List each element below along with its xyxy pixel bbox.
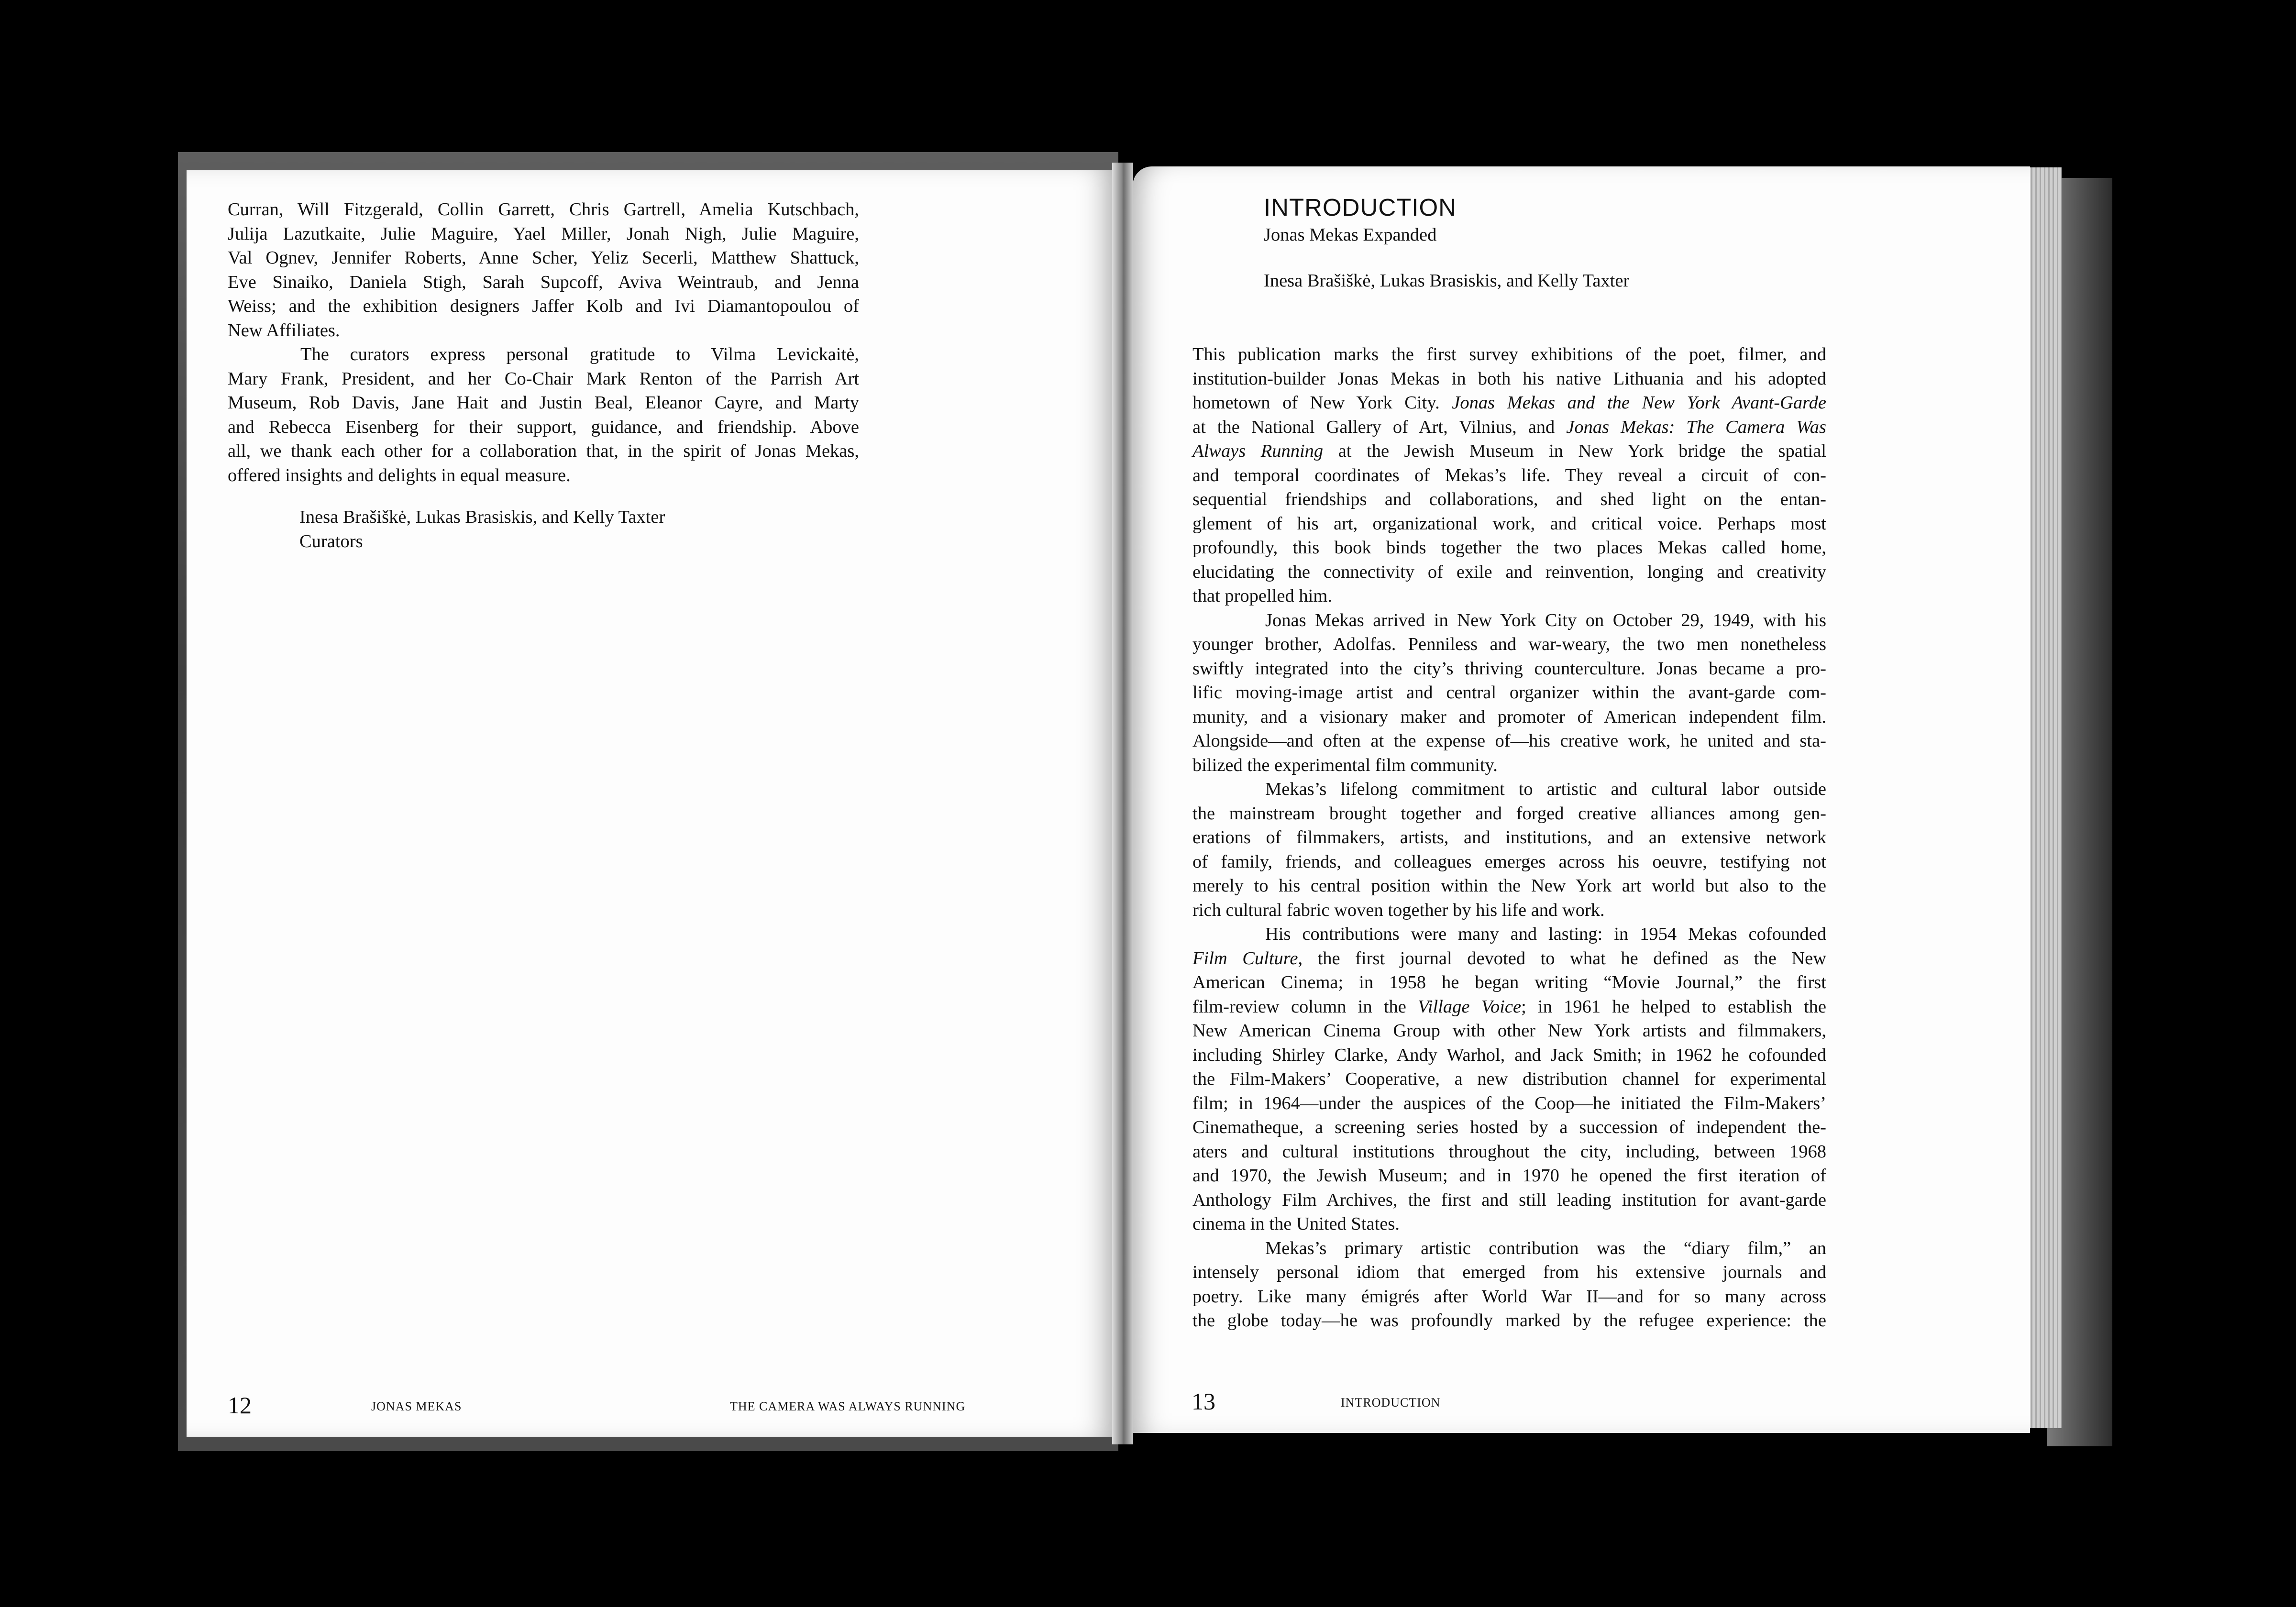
italic-title: Film Culture bbox=[1192, 948, 1298, 969]
italic-title: Jonas Mekas: The Camera Was bbox=[1566, 417, 1826, 437]
text-line: His contributions were many and lasting: in 1954 Mekas cofounded bbox=[1265, 924, 1826, 944]
text-line: American Cinema; in 1958 he began writing “Movie Journal,” the first bbox=[1192, 972, 1826, 992]
running-head-chapter: INTRODUCTION bbox=[1341, 1396, 1441, 1409]
curators-signature bbox=[299, 505, 665, 553]
text-line: Val Ognev, Jennifer Roberts, Anne Scher, Yeliz Secerli, Matthew Shattuck, bbox=[228, 248, 859, 268]
text-line: of family, friends, and colleagues emerges across his oeuvre, testifying not bbox=[1192, 851, 1826, 872]
introduction-text bbox=[1192, 342, 1826, 1333]
running-head-author: JONAS MEKAS bbox=[371, 1399, 462, 1413]
text-line: institution-builder Jonas Mekas in both his native Lithuania and his adopted bbox=[1192, 368, 1826, 389]
right-page bbox=[1133, 166, 2030, 1433]
text-line: film; in 1964—under the auspices of the Coop—he initiated the Film-Makers’ bbox=[1192, 1093, 1826, 1113]
text-line: Julija Lazutkaite, Julie Maguire, Yael Miller, Jonah Nigh, Julie Maguire, bbox=[228, 223, 859, 244]
text-line: merely to his central position within the New York art world but also to the bbox=[1192, 876, 1826, 896]
text-line: Mary Frank, President, and her Co-Chair Mark Renton of the Parrish Art bbox=[228, 368, 859, 389]
chapter-subheading: Jonas Mekas Expanded bbox=[1264, 225, 1437, 245]
text-line: Curran, Will Fitzgerald, Collin Garrett, Chris Gartrell, Amelia Kutschbach, bbox=[228, 199, 859, 220]
page-number-left: 12 bbox=[228, 1392, 252, 1419]
text-line: rich cultural fabric woven together by his life and work. bbox=[1192, 900, 1605, 920]
text-line: Weiss; and the exhibition designers Jaffer Kolb and Ivi Diamantopoulou of bbox=[228, 296, 859, 316]
text-line: including Shirley Clarke, Andy Warhol, and Jack Smith; in 1962 he cofounded bbox=[1192, 1045, 1826, 1065]
text-line: munity, and a visionary maker and promoter of American independent film. bbox=[1192, 706, 1826, 727]
text-line: that propelled him. bbox=[1192, 586, 1332, 606]
text-line: New American Cinema Group with other New York artists and filmmakers, bbox=[1192, 1021, 1826, 1041]
text-line: and Rebecca Eisenberg for their support, guidance, and friendship. Above bbox=[228, 417, 859, 437]
signature-names: Inesa Brašiškė, Lukas Brasiskis, and Kelly Taxter bbox=[299, 507, 665, 527]
text-line: Eve Sinaiko, Daniela Stigh, Sarah Supcoff, Aviva Weintraub, and Jenna bbox=[228, 272, 859, 292]
acknowledgments-paragraph-1 bbox=[228, 198, 859, 342]
text-line: Mekas’s primary artistic contribution was the “diary film,” an bbox=[1265, 1238, 1826, 1258]
text-line: offered insights and delights in equal measure. bbox=[228, 465, 571, 485]
text-line: swiftly integrated into the city’s thriving counterculture. Jonas became a pro- bbox=[1192, 658, 1826, 679]
left-page bbox=[187, 170, 1112, 1437]
intro-paragraph-5 bbox=[1192, 1236, 1826, 1333]
text-line: sequential friendships and collaborations, and shed light on the entan- bbox=[1192, 489, 1826, 509]
text-line: Mekas’s lifelong commitment to artistic and cultural labor outside bbox=[1265, 779, 1826, 799]
chapter-heading: INTRODUCTION bbox=[1264, 194, 1457, 221]
text-line: the globe today—he was profoundly marked by the refugee experience: the bbox=[1192, 1310, 1826, 1331]
text-line: Cinematheque, a screening series hosted by a succession of independent the- bbox=[1192, 1117, 1826, 1137]
text-line: lific moving-image artist and central organizer within the avant-garde com- bbox=[1192, 682, 1826, 703]
text-line: at the National Gallery of Art, Vilnius, and Jonas Mekas: The Camera Was bbox=[1192, 417, 1826, 437]
text-line: profoundly, this book binds together the two places Mekas called home, bbox=[1192, 538, 1826, 558]
intro-paragraph-2 bbox=[1192, 608, 1826, 778]
text-line: elucidating the connectivity of exile and reinvention, longing and creativity bbox=[1192, 561, 1826, 582]
intro-paragraph-4 bbox=[1192, 922, 1826, 1236]
running-head-title: THE CAMERA WAS ALWAYS RUNNING bbox=[730, 1399, 966, 1413]
text-line: film-review column in the Village Voice; in 1961 he helped to establish the bbox=[1192, 996, 1826, 1017]
chapter-authors: Inesa Brašiškė, Lukas Brasiskis, and Kelly Taxter bbox=[1264, 271, 1630, 291]
text-line: This publication marks the first survey exhibitions of the poet, filmer, and bbox=[1192, 344, 1826, 364]
acknowledgments-text bbox=[228, 198, 859, 487]
text-line: Jonas Mekas arrived in New York City on October 29, 1949, with his bbox=[1265, 610, 1826, 630]
text-line: glement of his art, organizational work, and critical voice. Perhaps most bbox=[1192, 513, 1826, 534]
text-line: Anthology Film Archives, the first and still leading institution for avant-garde bbox=[1192, 1189, 1826, 1210]
text-line: younger brother, Adolfas. Penniless and war-weary, the two men nonetheless bbox=[1192, 634, 1826, 654]
text-line: Alongside—and often at the expense of—his creative work, he united and sta- bbox=[1192, 731, 1826, 751]
text-line: poetry. Like many émigrés after World War II—and for so many across bbox=[1192, 1286, 1826, 1307]
signature-role: Curators bbox=[299, 531, 363, 551]
text-line: and 1970, the Jewish Museum; and in 1970 he opened the first iteration of bbox=[1192, 1166, 1826, 1186]
text-line: all, we thank each other for a collaboration that, in the spirit of Jonas Mekas, bbox=[228, 441, 859, 461]
text-line: Always Running at the Jewish Museum in New York bridge the spatial bbox=[1192, 441, 1826, 461]
page-number-right: 13 bbox=[1192, 1388, 1215, 1415]
text-line: erations of filmmakers, artists, and institutions, and an extensive network bbox=[1192, 827, 1826, 848]
text-line: Museum, Rob Davis, Jane Hait and Justin Beal, Eleanor Cayre, and Marty bbox=[228, 393, 859, 413]
text-line: the Film-Makers’ Cooperative, a new distribution channel for experimental bbox=[1192, 1069, 1826, 1089]
italic-title: Always Running bbox=[1192, 441, 1324, 461]
text-line: and temporal coordinates of Mekas’s life. They reveal a circuit of con- bbox=[1192, 465, 1826, 485]
intro-paragraph-1 bbox=[1192, 342, 1826, 608]
page-edges bbox=[2028, 167, 2062, 1428]
text-line: intensely personal idiom that emerged from his extensive journals and bbox=[1192, 1262, 1826, 1282]
intro-paragraph-3 bbox=[1192, 777, 1826, 922]
italic-title: Jonas Mekas and the New York Avant-Garde bbox=[1452, 393, 1827, 413]
text-line: New Affiliates. bbox=[228, 320, 340, 341]
italic-title: Village Voice bbox=[1418, 996, 1522, 1017]
text-line: The curators express personal gratitude to Vilma Levickaitė, bbox=[300, 344, 859, 364]
text-line: hometown of New York City. Jonas Mekas and the New York Avant-Garde bbox=[1192, 393, 1827, 413]
acknowledgments-paragraph-2 bbox=[228, 342, 859, 487]
text-line: the mainstream brought together and forged creative alliances among gen- bbox=[1192, 803, 1826, 824]
text-line: bilized the experimental film community. bbox=[1192, 755, 1498, 775]
text-line: Film Culture, the first journal devoted to what he defined as the New bbox=[1192, 948, 1826, 969]
text-line: aters and cultural institutions throughout the city, including, between 1968 bbox=[1192, 1141, 1826, 1162]
text-line: cinema in the United States. bbox=[1192, 1214, 1400, 1234]
book-gutter bbox=[1112, 163, 1133, 1444]
